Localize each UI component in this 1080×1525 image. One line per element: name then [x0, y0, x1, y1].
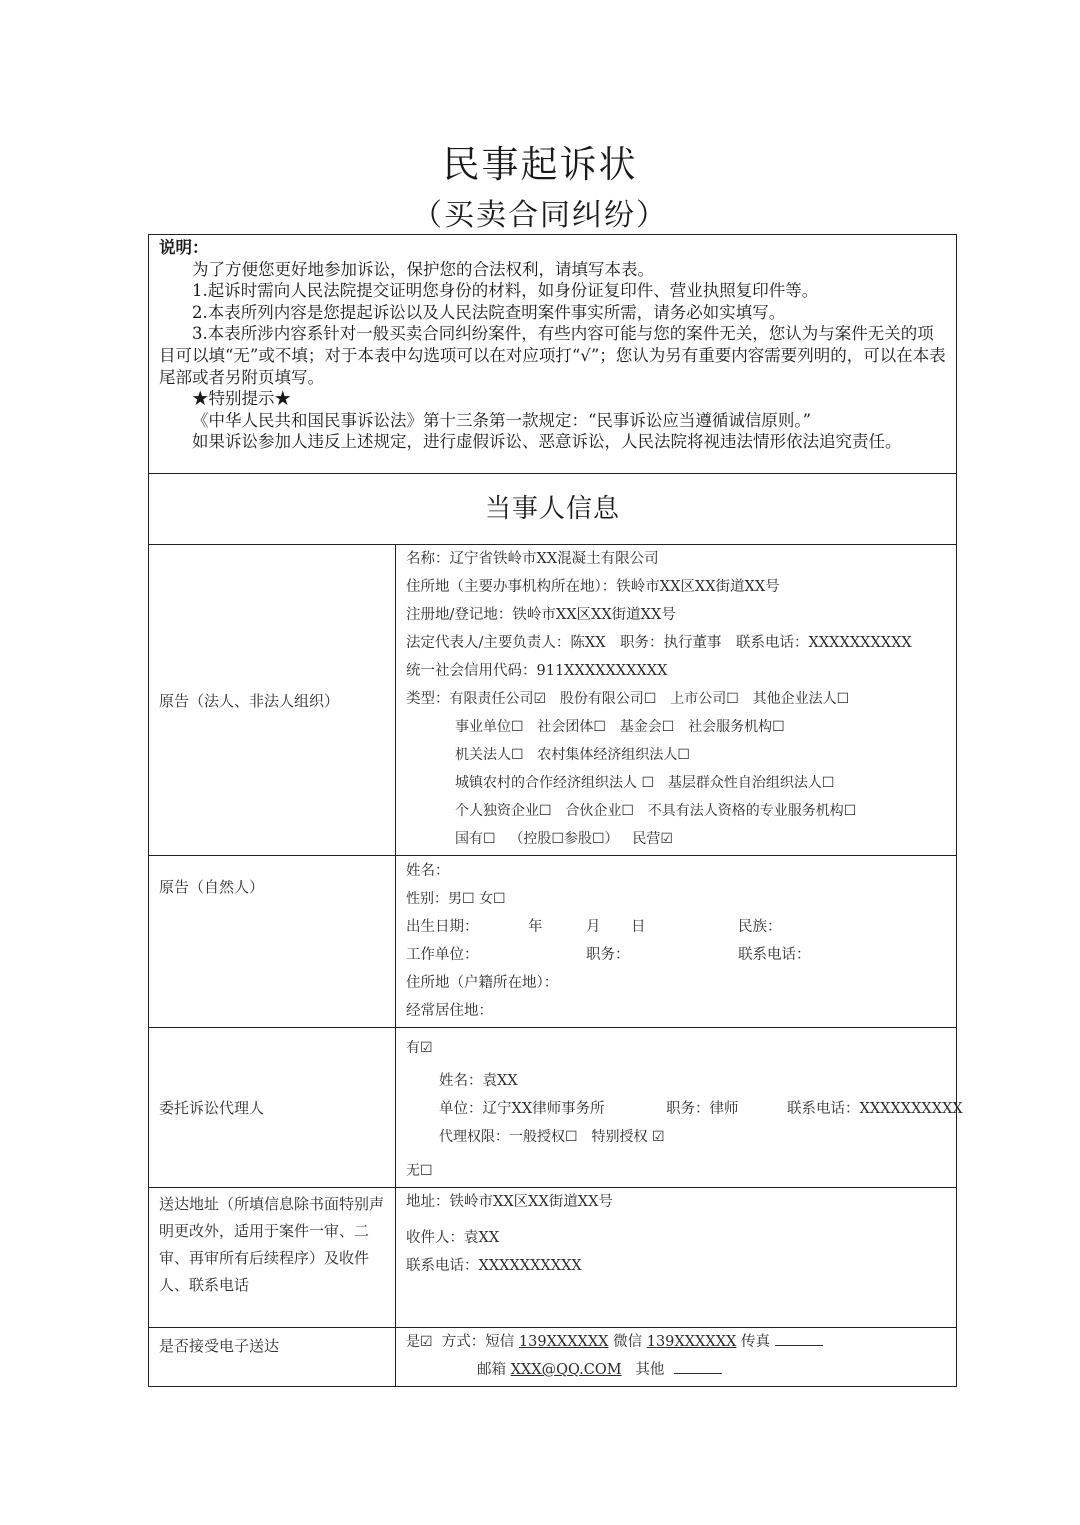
org-name: 名称：辽宁省铁岭市XX混凝土有限公司: [406, 551, 659, 567]
type-option[interactable]: 其他企业法人☐: [752, 691, 850, 707]
agent-none-checkbox[interactable]: 无☐: [406, 1163, 433, 1179]
special-notice-heading: ★特别提示★: [192, 389, 291, 409]
person-habitual: 经常居住地：: [406, 1003, 493, 1019]
section-title: 当事人信息: [484, 494, 620, 524]
org-type-row: [406, 713, 946, 741]
notice-paragraph: 3.本表所涉内容系针对一般买卖合同纠纷案件，有些内容可能与您的案件无关，您认为与案件无关的项目可以填“无”或不填；对于本表中勾选项可以在对应项打“√”；您认为另有重要内容需要列明的，可以在本表尾部或者另附页填写。: [159, 324, 946, 387]
notice-paragraph: 《中华人民共和国民事诉讼法》第十三条第一款规定：“民事诉讼应当遵循诚信原则。”: [192, 410, 812, 430]
type-option[interactable]: 社会服务机构☐: [688, 719, 785, 735]
delivery-phone: 联系电话：XXXXXXXXXX: [406, 1258, 582, 1274]
birth-label: 出生日期：: [406, 919, 479, 935]
org-registered: 注册地/登记地：铁岭市XX区XX街道XX号: [406, 607, 676, 623]
agent-label-cell: [149, 1028, 396, 1188]
person-name: 姓名：: [406, 863, 450, 879]
type-option[interactable]: 城镇农村的合作经济组织法人 ☐: [455, 775, 655, 791]
delivery-recipient: 收件人：袁XX: [406, 1230, 500, 1246]
agent-unit-row: [406, 1095, 963, 1123]
phone-label: 联系电话：: [738, 947, 811, 963]
other-blank[interactable]: [674, 1359, 722, 1374]
agent-phone: 联系电话：XXXXXXXXXX: [787, 1101, 963, 1117]
agent-cell: [396, 1028, 963, 1188]
plaintiff-person-label-cell: [149, 856, 396, 1028]
document-title: 民事起诉状: [442, 143, 638, 186]
plaintiff-person-label: 原告（自然人）: [159, 878, 265, 896]
agent-label: 委托诉讼代理人: [159, 1099, 265, 1117]
type-option[interactable]: 有限责任公司☑: [449, 691, 547, 707]
delivery-label-cell: [149, 1188, 396, 1328]
notice-block: [149, 235, 956, 457]
sms-number: 139XXXXXX: [518, 1334, 609, 1350]
notice-paragraph: 如果诉讼参加人违反上述规定，进行虚假诉讼、恶意诉讼，人民法院将视违法情形依法追究责任。: [192, 432, 902, 452]
plaintiff-person-cell: [396, 856, 957, 1028]
email-label: 邮箱: [477, 1362, 506, 1378]
type-option[interactable]: 农村集体经济组织法人☐: [537, 747, 690, 763]
electronic-label: 是否接受电子送达: [159, 1337, 280, 1355]
delivery-cell: [396, 1188, 957, 1328]
agent-unit: 单位：辽宁XX律师事务所: [439, 1101, 605, 1117]
agent-has-checkbox[interactable]: 有☑: [406, 1040, 433, 1056]
type-option[interactable]: 个人独资企业☐: [455, 803, 552, 819]
delivery-label: 送达地址（所填信息除书面特别声明更改外，适用于案件一审、二审、再审所有后续程序）及收件人、联系电话: [159, 1195, 385, 1294]
org-type-row: [406, 769, 946, 797]
type-option[interactable]: 不具有法人资格的专业服务机构☐: [647, 803, 857, 819]
other-label: 其他: [635, 1362, 665, 1378]
birth-month: 月: [586, 919, 601, 935]
notice-paragraph: 为了方便您更好地参加诉讼，保护您的合法权利，请填写本表。: [192, 259, 654, 279]
org-type-row: [406, 685, 946, 713]
type-option[interactable]: 上市公司☐: [670, 691, 739, 707]
wechat-number: 139XXXXXX: [646, 1334, 737, 1350]
type-option[interactable]: 基层群众性自治组织法人☐: [667, 775, 835, 791]
notice-heading: 说明：: [159, 238, 209, 257]
org-credit-code: 统一社会信用代码：911XXXXXXXXXX: [406, 663, 668, 679]
type-option[interactable]: 合伙企业☐: [565, 803, 634, 819]
type-option[interactable]: 机关法人☐: [455, 747, 524, 763]
employer-label: 工作单位：: [406, 947, 479, 963]
agent-authority[interactable]: 代理权限：一般授权☐ 特别授权 ☑: [439, 1129, 665, 1145]
type-option[interactable]: 事业单位☐: [455, 719, 524, 735]
notice-paragraph: 2.本表所列内容是您提起诉讼以及人民法院查明案件事实所需，请务必如实填写。: [192, 302, 786, 322]
org-type-row: [406, 797, 946, 825]
org-legal-rep: 法定代表人/主要负责人：陈XX 职务：执行董事 联系电话：XXXXXXXXXX: [406, 635, 912, 651]
plaintiff-org-label-cell: [149, 545, 396, 856]
fax-label: 传真: [740, 1334, 770, 1350]
electronic-row-2: [406, 1356, 946, 1384]
email-address: XXX@QQ.COM: [510, 1362, 622, 1378]
person-residence: 住所地（户籍所在地）：: [406, 975, 559, 991]
person-employer-row: [406, 941, 946, 969]
fax-blank[interactable]: [775, 1331, 823, 1346]
ethnicity-label: 民族：: [738, 919, 782, 935]
section-title-cell: [149, 474, 957, 545]
plaintiff-org-cell: [396, 545, 957, 856]
electronic-yes-checkbox[interactable]: 是☑: [406, 1334, 433, 1350]
type-option[interactable]: 民营☑: [632, 831, 673, 847]
complaint-form-table: [148, 234, 963, 1387]
birth-year: 年: [528, 919, 543, 935]
position-label: 职务：: [586, 947, 630, 963]
wechat-label: 微信: [613, 1334, 643, 1350]
electronic-cell: [396, 1328, 957, 1387]
org-type-row: [406, 825, 946, 853]
org-address: 住所地（主要办事机构所在地）：铁岭市XX区XX街道XX号: [406, 579, 780, 595]
document-subtitle: （买卖合同纠纷）: [412, 198, 668, 233]
type-option[interactable]: 社会团体☐: [537, 719, 606, 735]
type-option[interactable]: 国有☐: [455, 831, 496, 847]
person-birth-row: [406, 913, 946, 941]
method-label: 方式：短信: [441, 1334, 515, 1350]
person-gender[interactable]: 性别：男☐ 女☐: [406, 891, 506, 907]
agent-position: 职务：律师: [666, 1101, 739, 1117]
electronic-row-1: [406, 1328, 946, 1356]
agent-name: 姓名：袁XX: [439, 1073, 518, 1089]
org-type-label: 类型：: [406, 691, 450, 707]
org-type-row: [406, 741, 946, 769]
type-option[interactable]: （控股☐参股☐）: [509, 831, 619, 847]
plaintiff-org-label: 原告（法人、非法人组织）: [159, 691, 340, 710]
notice-cell: [149, 235, 957, 474]
delivery-address: 地址：铁岭市XX区XX街道XX号: [406, 1194, 613, 1210]
birth-day: 日: [631, 919, 646, 935]
electronic-label-cell: [149, 1328, 396, 1387]
type-option[interactable]: 基金会☐: [619, 719, 675, 735]
type-option[interactable]: 股份有限公司☐: [559, 691, 657, 707]
notice-paragraph: 1.起诉时需向人民法院提交证明您身份的材料，如身份证复印件、营业执照复印件等。: [192, 281, 819, 301]
